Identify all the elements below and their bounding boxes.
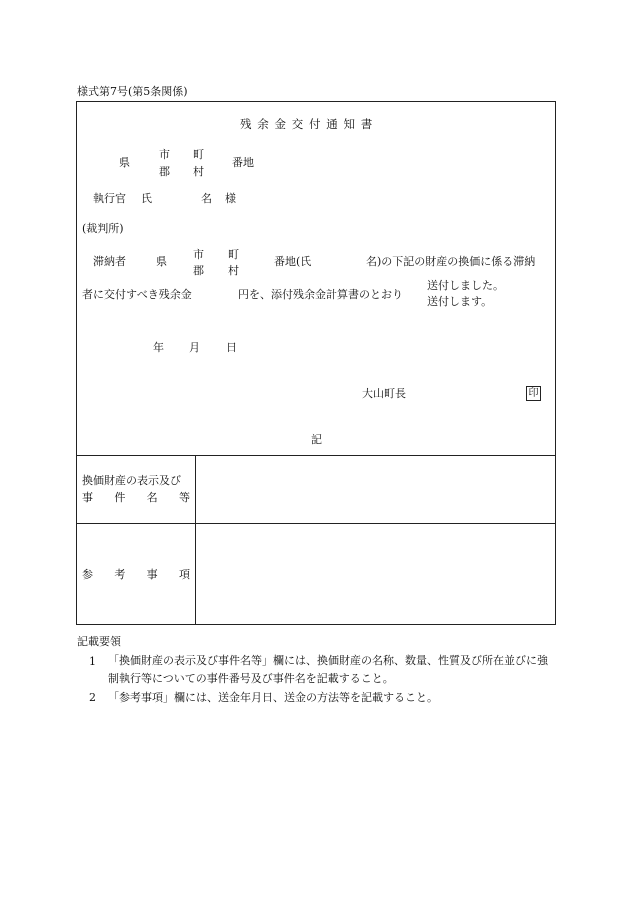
body-shi: 市 bbox=[193, 248, 204, 261]
form-number: 様式第7号(第5条関係) bbox=[77, 85, 188, 98]
note-2-text: 「参考事項」欄には、送金年月日、送金の方法等を記載すること。 bbox=[108, 691, 438, 704]
label-char: 件 bbox=[114, 491, 126, 504]
court-label: (裁判所) bbox=[82, 222, 124, 235]
body-banchi: 番地(氏 bbox=[274, 255, 312, 268]
body-gun: 郡 bbox=[193, 264, 204, 277]
address-gun: 郡 bbox=[159, 165, 170, 178]
notice-form-frame bbox=[76, 101, 556, 625]
label-char: 事 bbox=[146, 568, 158, 581]
document-title: 残余金交付通知書 bbox=[240, 117, 378, 131]
sent-future: 送付します。 bbox=[427, 295, 493, 308]
body-line2-part2: 円を、添付残余金計算書のとおり bbox=[238, 288, 403, 301]
sent-past: 送付しました。 bbox=[427, 279, 504, 292]
body-line2-part1: 者に交付すべき残余金 bbox=[82, 288, 192, 301]
addressee-sama: 様 bbox=[225, 192, 236, 205]
label-char: 項 bbox=[178, 568, 190, 581]
date-year: 年 bbox=[153, 341, 164, 354]
body-machi: 町 bbox=[228, 248, 239, 261]
address-ken: 県 bbox=[119, 156, 130, 169]
addressee-prefix: 執行官 bbox=[93, 192, 126, 205]
body-line1-tail: 名)の下記の財産の換価に係る滞納 bbox=[366, 255, 536, 268]
property-label-line1: 換価財産の表示及び bbox=[82, 474, 181, 487]
label-char: 参 bbox=[82, 568, 93, 581]
note-2-num: 2 bbox=[89, 691, 96, 704]
addressee-mei: 名 bbox=[201, 192, 212, 205]
property-label-line2 bbox=[82, 492, 190, 503]
note-1-text: 「換価財産の表示及び事件名等」欄には、換価財産の名称、数量、性質及び所在並びに強制執行等についての事件番号及び事件名を記載すること。 bbox=[108, 654, 548, 685]
address-mura: 村 bbox=[193, 165, 204, 178]
column-divider bbox=[195, 455, 196, 625]
date-day: 日 bbox=[226, 341, 237, 354]
taino-label: 滞納者 bbox=[93, 255, 126, 268]
body-ken: 県 bbox=[156, 255, 167, 268]
date-month: 月 bbox=[189, 341, 200, 354]
address-machi: 町 bbox=[193, 148, 204, 161]
body-mura: 村 bbox=[228, 264, 239, 277]
notes-heading: 記載要領 bbox=[77, 635, 121, 648]
reference-label bbox=[82, 569, 190, 580]
divider-ki bbox=[76, 455, 556, 456]
ki-label: 記 bbox=[311, 433, 322, 446]
divider-row bbox=[76, 523, 556, 524]
address-shi: 市 bbox=[159, 148, 170, 161]
note-1-num: 1 bbox=[89, 655, 96, 668]
label-char: 考 bbox=[114, 568, 126, 581]
label-char: 事 bbox=[82, 491, 93, 504]
address-banchi: 番地 bbox=[232, 156, 254, 169]
issuer-name: 大山町長 bbox=[362, 387, 406, 400]
label-char: 名 bbox=[146, 491, 158, 504]
addressee-shi: 氏 bbox=[141, 192, 152, 205]
seal-mark: 印 bbox=[526, 386, 541, 401]
label-char: 等 bbox=[178, 491, 190, 504]
